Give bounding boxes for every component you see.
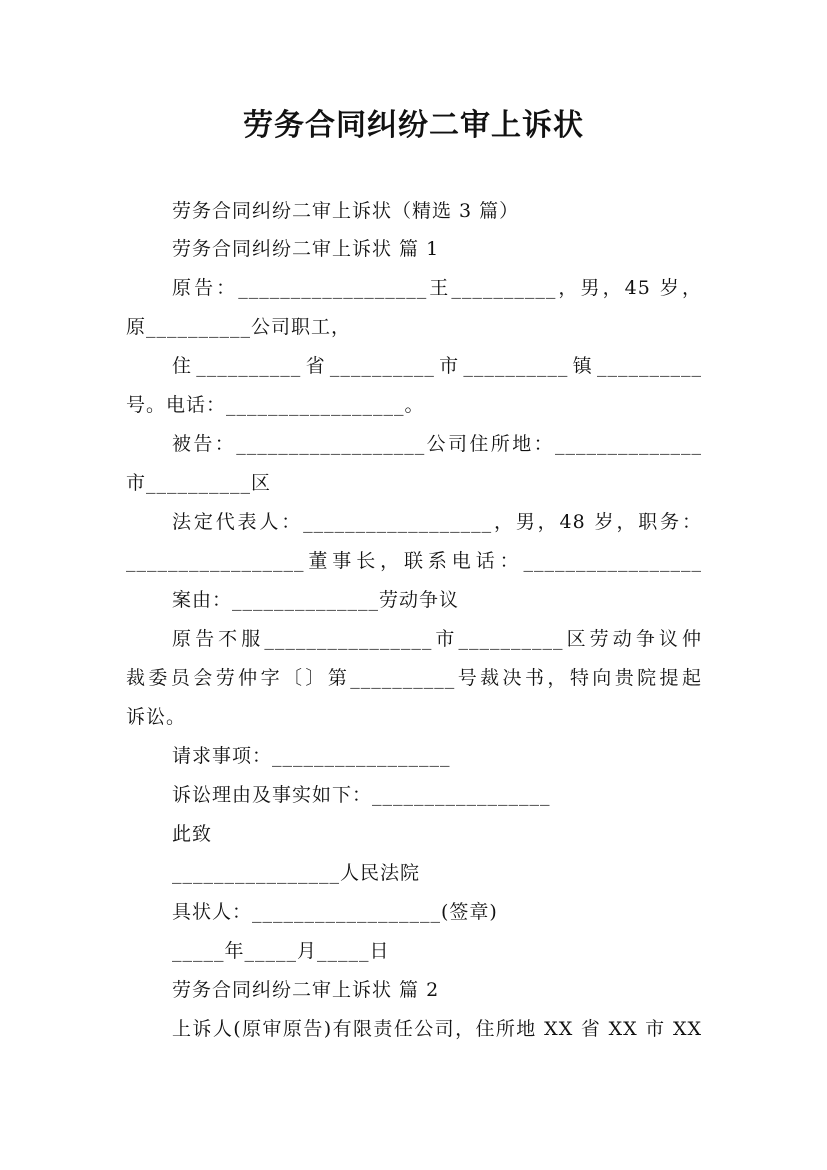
- claims-line: 请求事项：_________________: [172, 745, 451, 767]
- salutation-line: 此致: [172, 823, 213, 845]
- legal-rep-line: 法定代表人：__________________，男，48 岁，职务：: [172, 511, 702, 533]
- document-title: 劳务合同纠纷二审上诉状: [243, 108, 584, 143]
- plaintiff-line: 原告：__________________王__________，男，45 岁，: [172, 277, 702, 299]
- defendant-line: 被告：__________________公司住所地：______________: [172, 433, 702, 455]
- phone-line: 号。电话：_________________。: [126, 394, 425, 416]
- section-heading-2: 劳务合同纠纷二审上诉状 篇 2: [172, 979, 440, 1001]
- address-line: 住__________省__________市__________镇__________: [172, 355, 702, 377]
- plaintiff-line-cont: 原__________公司职工，: [126, 316, 352, 338]
- legal-rep-line-cont: _________________董事长，联系电话：_________________: [126, 550, 702, 572]
- appeal-reason-line-cont: 裁委员会劳仲字〔〕第__________号裁决书，特向贵院提起: [126, 667, 702, 689]
- signature-line: 具状人：__________________(签章): [172, 901, 498, 923]
- cause-line: 案由：______________劳动争议: [172, 589, 460, 611]
- appeal-reason-line: 原告不服________________市__________区劳动争议仲: [172, 628, 702, 650]
- section-heading-1: 劳务合同纠纷二审上诉状 篇 1: [172, 238, 440, 260]
- date-line: _____年_____月_____日: [172, 940, 390, 962]
- court-line: ________________人民法院: [172, 862, 421, 884]
- defendant-line-cont: 市__________区: [126, 472, 272, 494]
- facts-line: 诉讼理由及事实如下：_________________: [172, 784, 551, 806]
- subtitle-line: 劳务合同纠纷二审上诉状（精选 3 篇）: [172, 200, 520, 222]
- appeal-reason-line-end: 诉讼。: [126, 706, 187, 728]
- appellant-line: 上诉人(原审原告)有限责任公司，住所地 XX 省 XX 市 XX: [172, 1018, 702, 1040]
